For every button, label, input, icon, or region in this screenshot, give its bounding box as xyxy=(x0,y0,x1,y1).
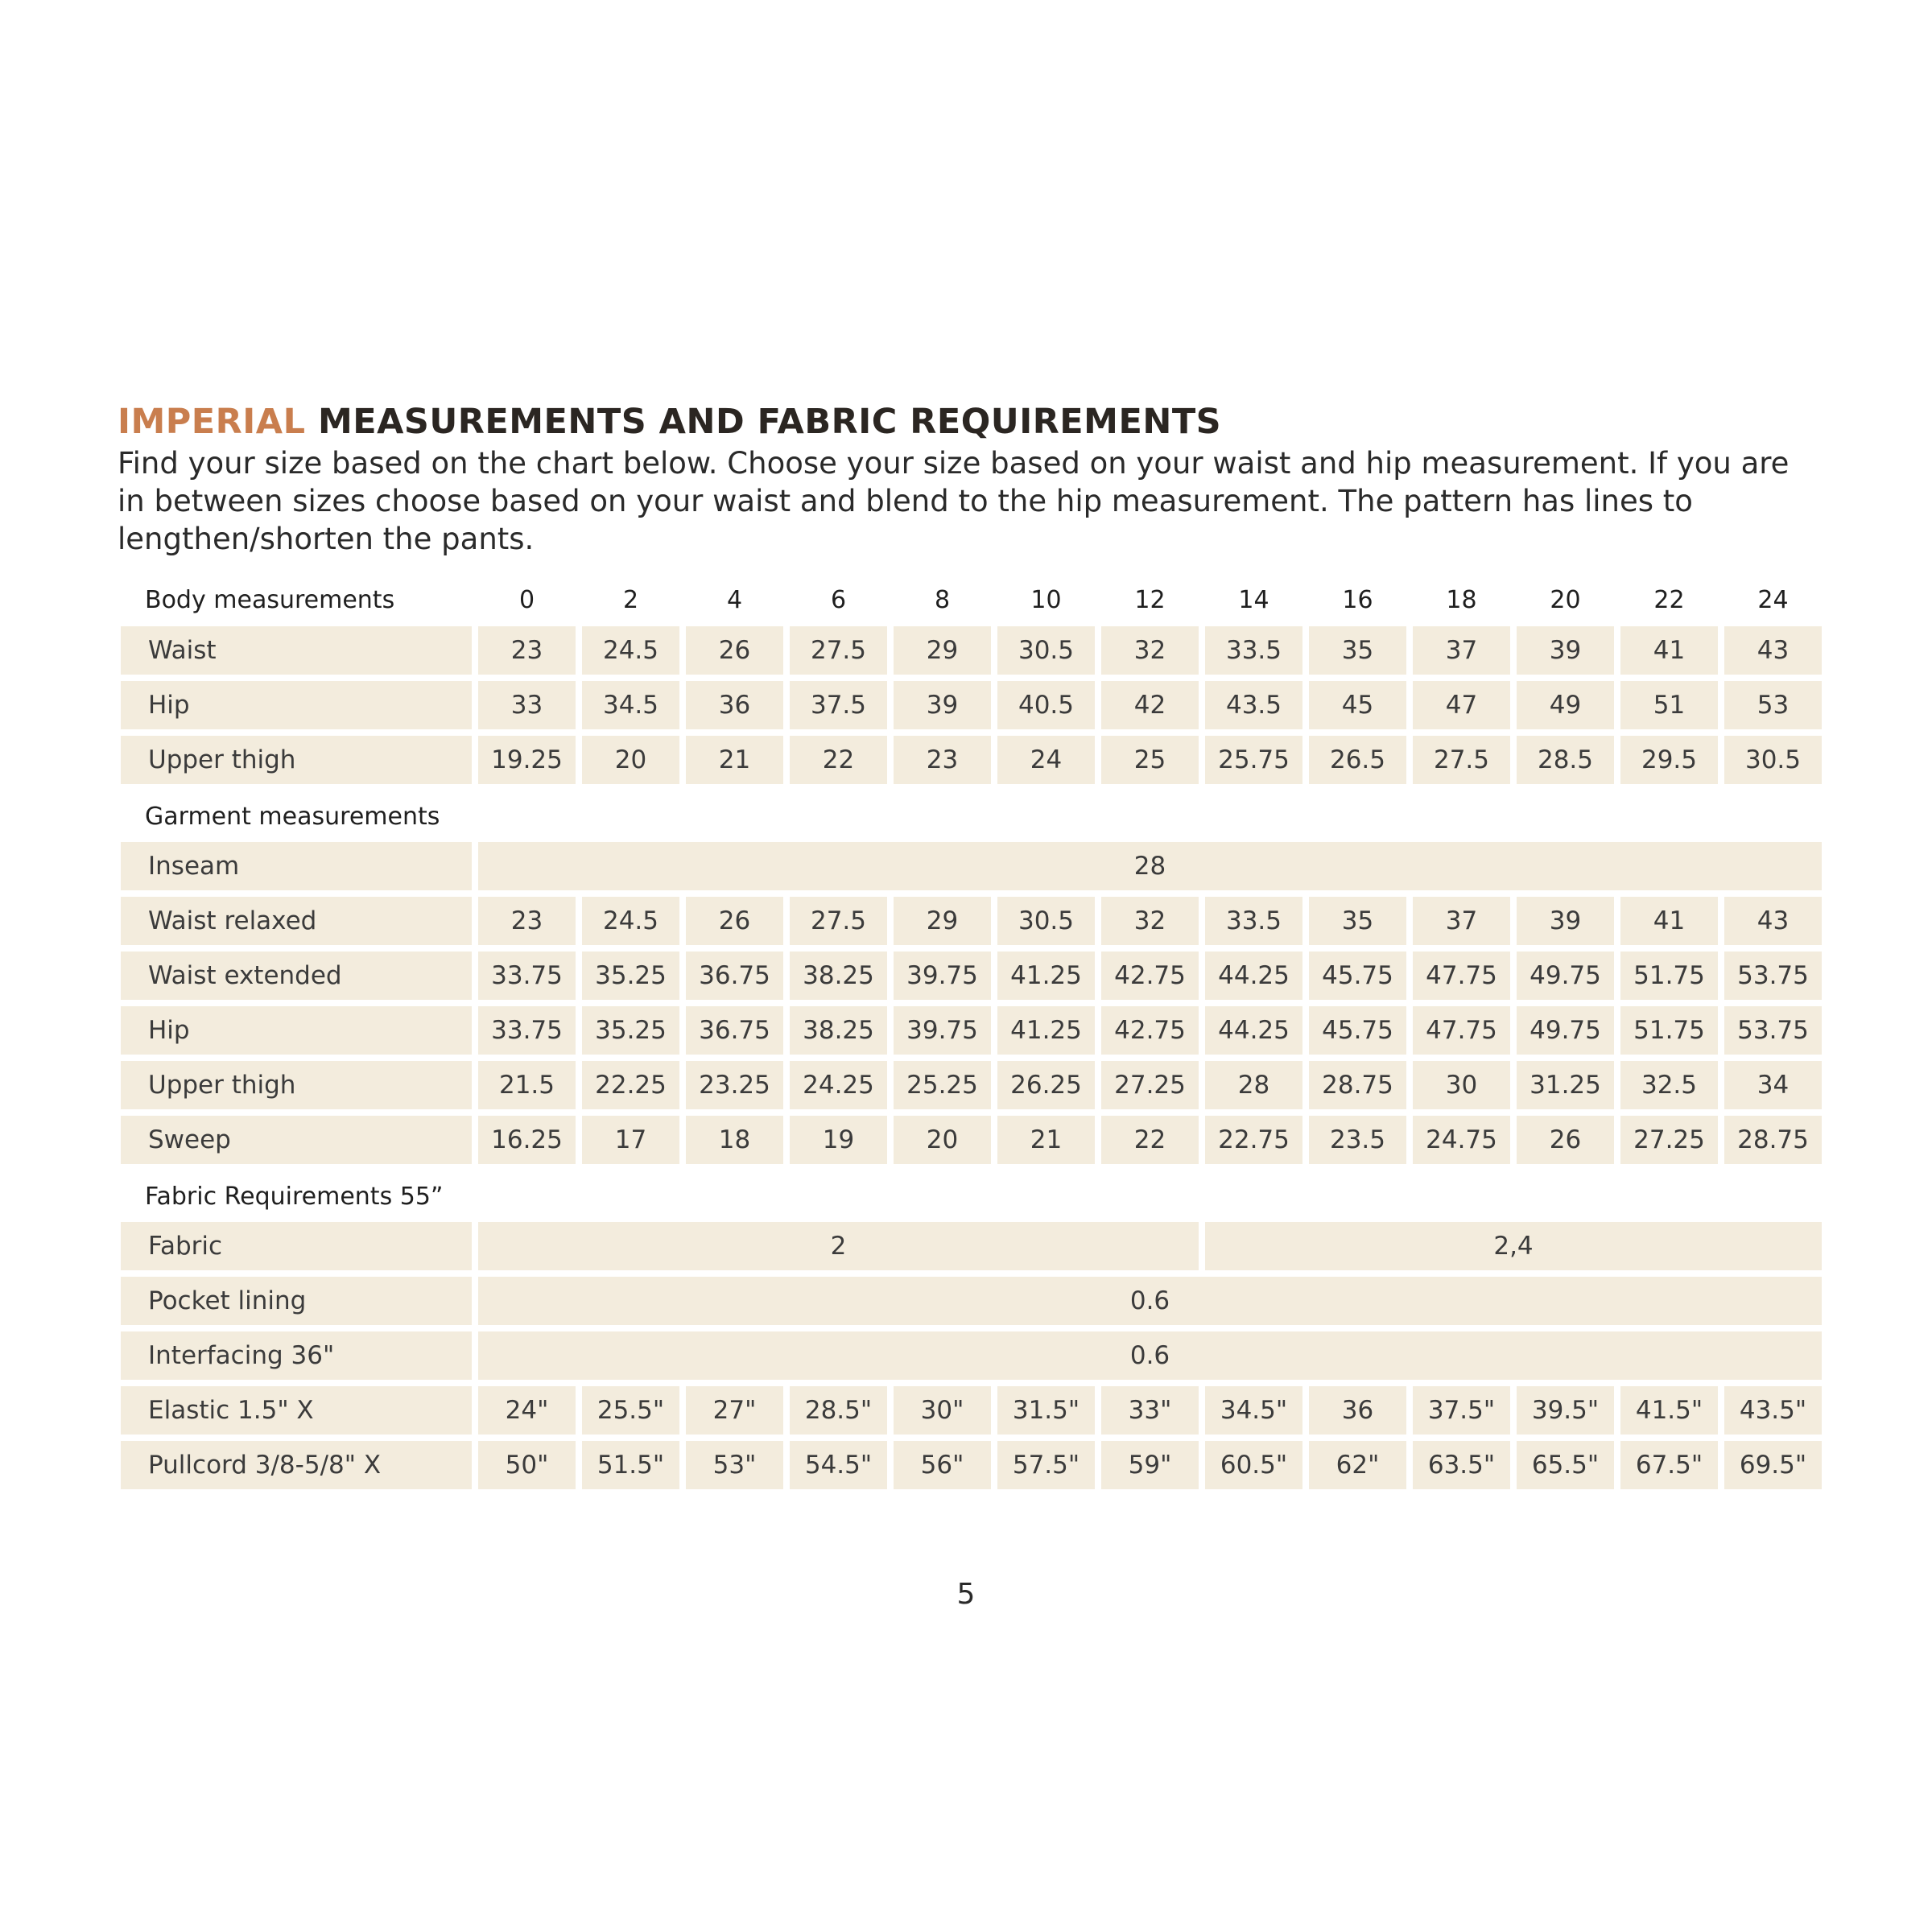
table-cell: 24.5 xyxy=(582,897,679,945)
table-cell: 38.25 xyxy=(790,1006,887,1055)
table-cell: 47 xyxy=(1413,681,1510,729)
row-label: Sweep xyxy=(121,1116,472,1164)
size-header: 6 xyxy=(830,585,847,614)
page-title xyxy=(118,399,1816,444)
table-cell-merged: 2,4 xyxy=(1205,1222,1822,1270)
table-cell: 23 xyxy=(894,736,991,784)
table-cell: 35 xyxy=(1309,897,1406,945)
table-cell: 51.75 xyxy=(1620,952,1718,1000)
table-cell: 45.75 xyxy=(1309,952,1406,1000)
table-cell: 45.75 xyxy=(1309,1006,1406,1055)
size-header: 2 xyxy=(622,585,639,614)
row-label: Fabric xyxy=(121,1222,472,1270)
table-cell: 30.5 xyxy=(1724,736,1822,784)
table-cell: 24.25 xyxy=(790,1061,887,1109)
table-cell: 43 xyxy=(1724,897,1822,945)
table-cell: 44.25 xyxy=(1205,952,1302,1000)
table-cell: 47.75 xyxy=(1413,952,1510,1000)
size-header: 4 xyxy=(726,585,743,614)
table-cell: 45 xyxy=(1309,681,1406,729)
table-cell: 36 xyxy=(686,681,783,729)
table-cell: 32.5 xyxy=(1620,1061,1718,1109)
table-cell: 39 xyxy=(894,681,991,729)
table-cell: 29 xyxy=(894,626,991,675)
intro-paragraph: Find your size based on the chart below. Choose your size based on your waist and hip measurement. If you are in between sizes choose based on your waist and blend to the hip measurement. The pattern has lines to lengthen/shorten the pants. xyxy=(118,446,1790,556)
size-header: 18 xyxy=(1446,585,1477,614)
table-cell: 49.75 xyxy=(1517,1006,1614,1055)
table-cell: 27.5 xyxy=(790,897,887,945)
page-header xyxy=(118,399,1816,558)
table-cell: 41.5" xyxy=(1620,1386,1718,1435)
table-cell: 24.75 xyxy=(1413,1116,1510,1164)
table-cell: 19 xyxy=(790,1116,887,1164)
row-label: Elastic 1.5" X xyxy=(121,1386,472,1435)
table-cell: 23.5 xyxy=(1309,1116,1406,1164)
table-cell: 24 xyxy=(997,736,1095,784)
table-cell: 23 xyxy=(478,897,576,945)
table-cell: 27" xyxy=(686,1386,783,1435)
table-cell: 35 xyxy=(1309,626,1406,675)
table-cell: 41.25 xyxy=(997,952,1095,1000)
table-cell: 40.5 xyxy=(997,681,1095,729)
table-cell: 41 xyxy=(1620,897,1718,945)
row-label: Upper thigh xyxy=(121,1061,472,1109)
table-cell-merged: 28 xyxy=(478,842,1822,890)
table-cell: 18 xyxy=(686,1116,783,1164)
table-cell: 26 xyxy=(686,626,783,675)
table-cell: 25 xyxy=(1101,736,1199,784)
row-label: Hip xyxy=(121,1006,472,1055)
row-label: Pocket lining xyxy=(121,1277,472,1325)
table-cell: 56" xyxy=(894,1441,991,1489)
table-cell: 33.5 xyxy=(1205,897,1302,945)
table-cell: 44.25 xyxy=(1205,1006,1302,1055)
table-cell: 22 xyxy=(1101,1116,1199,1164)
row-label: Waist xyxy=(121,626,472,675)
table-cell: 31.5" xyxy=(997,1386,1095,1435)
table-cell: 53.75 xyxy=(1724,1006,1822,1055)
table-cell: 22.25 xyxy=(582,1061,679,1109)
table-cell: 26.5 xyxy=(1309,736,1406,784)
table-cell: 34.5 xyxy=(582,681,679,729)
size-header: 24 xyxy=(1757,585,1789,614)
table-cell: 33.75 xyxy=(478,1006,576,1055)
row-label: Waist extended xyxy=(121,952,472,1000)
table-cell: 51.5" xyxy=(582,1441,679,1489)
size-header: 0 xyxy=(518,585,535,614)
table-cell: 30" xyxy=(894,1386,991,1435)
table-cell: 62" xyxy=(1309,1441,1406,1489)
table-cell: 51 xyxy=(1620,681,1718,729)
table-cell: 30.5 xyxy=(997,897,1095,945)
table-cell: 42 xyxy=(1101,681,1199,729)
table-cell: 33.5 xyxy=(1205,626,1302,675)
table-cell: 34 xyxy=(1724,1061,1822,1109)
table-cell: 31.25 xyxy=(1517,1061,1614,1109)
title-accent: IMPERIAL xyxy=(118,402,306,442)
table-cell: 37 xyxy=(1413,626,1510,675)
table-cell: 53.75 xyxy=(1724,952,1822,1000)
table-cell: 28.75 xyxy=(1724,1116,1822,1164)
table-cell: 25.75 xyxy=(1205,736,1302,784)
table-cell: 47.75 xyxy=(1413,1006,1510,1055)
table-cell: 30 xyxy=(1413,1061,1510,1109)
table-cell: 65.5" xyxy=(1517,1441,1614,1489)
row-label: Upper thigh xyxy=(121,736,472,784)
table-cell: 41 xyxy=(1620,626,1718,675)
table-cell: 39.5" xyxy=(1517,1386,1614,1435)
table-cell: 39 xyxy=(1517,897,1614,945)
table-cell: 49 xyxy=(1517,681,1614,729)
table-cell: 25.25 xyxy=(894,1061,991,1109)
table-cell: 49.75 xyxy=(1517,952,1614,1000)
table-cell: 36 xyxy=(1309,1386,1406,1435)
size-header: 20 xyxy=(1550,585,1581,614)
table-cell: 43 xyxy=(1724,626,1822,675)
table-cell: 37.5 xyxy=(790,681,887,729)
table-cell: 37.5" xyxy=(1413,1386,1510,1435)
table-cell: 33 xyxy=(478,681,576,729)
table-cell: 57.5" xyxy=(997,1441,1095,1489)
table-cell: 35.25 xyxy=(582,952,679,1000)
table-cell: 28 xyxy=(1205,1061,1302,1109)
title-rest: MEASUREMENTS AND FABRIC REQUIREMENTS xyxy=(305,402,1222,442)
table-cell: 59" xyxy=(1101,1441,1199,1489)
table-cell: 28.5 xyxy=(1517,736,1614,784)
table-cell: 35.25 xyxy=(582,1006,679,1055)
table-cell: 38.25 xyxy=(790,952,887,1000)
table-cell: 67.5" xyxy=(1620,1441,1718,1489)
table-cell: 42.75 xyxy=(1101,1006,1199,1055)
table-cell-merged: 2 xyxy=(478,1222,1199,1270)
table-cell: 41.25 xyxy=(997,1006,1095,1055)
table-cell: 22 xyxy=(790,736,887,784)
measurement-table xyxy=(121,573,1822,1496)
table-cell: 60.5" xyxy=(1205,1441,1302,1489)
table-cell: 22.75 xyxy=(1205,1116,1302,1164)
table-cell-merged: 0.6 xyxy=(478,1331,1822,1380)
table-cell: 20 xyxy=(582,736,679,784)
table-cell: 34.5" xyxy=(1205,1386,1302,1435)
table-cell: 27.5 xyxy=(790,626,887,675)
table-cell: 24.5 xyxy=(582,626,679,675)
row-label: Waist relaxed xyxy=(121,897,472,945)
table-cell: 29 xyxy=(894,897,991,945)
table-cell: 63.5" xyxy=(1413,1441,1510,1489)
header-label: Body measurements xyxy=(145,585,395,614)
table-cell: 28.5" xyxy=(790,1386,887,1435)
table-cell: 32 xyxy=(1101,897,1199,945)
table-cell: 21.5 xyxy=(478,1061,576,1109)
table-cell: 30.5 xyxy=(997,626,1095,675)
table-cell: 36.75 xyxy=(686,1006,783,1055)
table-cell: 26.25 xyxy=(997,1061,1095,1109)
table-cell: 27.5 xyxy=(1413,736,1510,784)
table-cell: 53" xyxy=(686,1441,783,1489)
table-cell: 39.75 xyxy=(894,1006,991,1055)
row-label: Interfacing 36" xyxy=(121,1331,472,1380)
table-cell: 39 xyxy=(1517,626,1614,675)
table-cell: 19.25 xyxy=(478,736,576,784)
table-cell: 39.75 xyxy=(894,952,991,1000)
section-label: Garment measurements xyxy=(145,802,440,831)
table-cell: 36.75 xyxy=(686,952,783,1000)
table-cell: 32 xyxy=(1101,626,1199,675)
row-label: Hip xyxy=(121,681,472,729)
page-number: 5 xyxy=(956,1578,976,1611)
table-cell: 50" xyxy=(478,1441,576,1489)
table-cell: 24" xyxy=(478,1386,576,1435)
table-cell: 29.5 xyxy=(1620,736,1718,784)
table-cell: 53 xyxy=(1724,681,1822,729)
table-cell: 27.25 xyxy=(1620,1116,1718,1164)
row-label: Pullcord 3/8-5/8" X xyxy=(121,1441,472,1489)
table-cell: 21 xyxy=(997,1116,1095,1164)
table-cell: 23 xyxy=(478,626,576,675)
table-cell: 28.75 xyxy=(1309,1061,1406,1109)
size-header: 14 xyxy=(1238,585,1269,614)
table-cell: 25.5" xyxy=(582,1386,679,1435)
table-cell: 20 xyxy=(894,1116,991,1164)
row-label: Inseam xyxy=(121,842,472,890)
table-cell: 16.25 xyxy=(478,1116,576,1164)
table-cell: 37 xyxy=(1413,897,1510,945)
table-cell-merged: 0.6 xyxy=(478,1277,1822,1325)
table-cell: 26 xyxy=(1517,1116,1614,1164)
table-cell: 33.75 xyxy=(478,952,576,1000)
table-cell: 43.5 xyxy=(1205,681,1302,729)
table-cell: 17 xyxy=(582,1116,679,1164)
size-header: 22 xyxy=(1653,585,1685,614)
section-label: Fabric Requirements 55” xyxy=(145,1182,444,1211)
table-cell: 23.25 xyxy=(686,1061,783,1109)
table-cell: 27.25 xyxy=(1101,1061,1199,1109)
table-cell: 42.75 xyxy=(1101,952,1199,1000)
table-cell: 43.5" xyxy=(1724,1386,1822,1435)
table-cell: 69.5" xyxy=(1724,1441,1822,1489)
table-cell: 33" xyxy=(1101,1386,1199,1435)
table-cell: 21 xyxy=(686,736,783,784)
table-cell: 26 xyxy=(686,897,783,945)
table-cell: 51.75 xyxy=(1620,1006,1718,1055)
size-header: 8 xyxy=(934,585,951,614)
size-header: 16 xyxy=(1342,585,1373,614)
size-header: 12 xyxy=(1134,585,1166,614)
table-cell: 54.5" xyxy=(790,1441,887,1489)
size-header: 10 xyxy=(1030,585,1062,614)
